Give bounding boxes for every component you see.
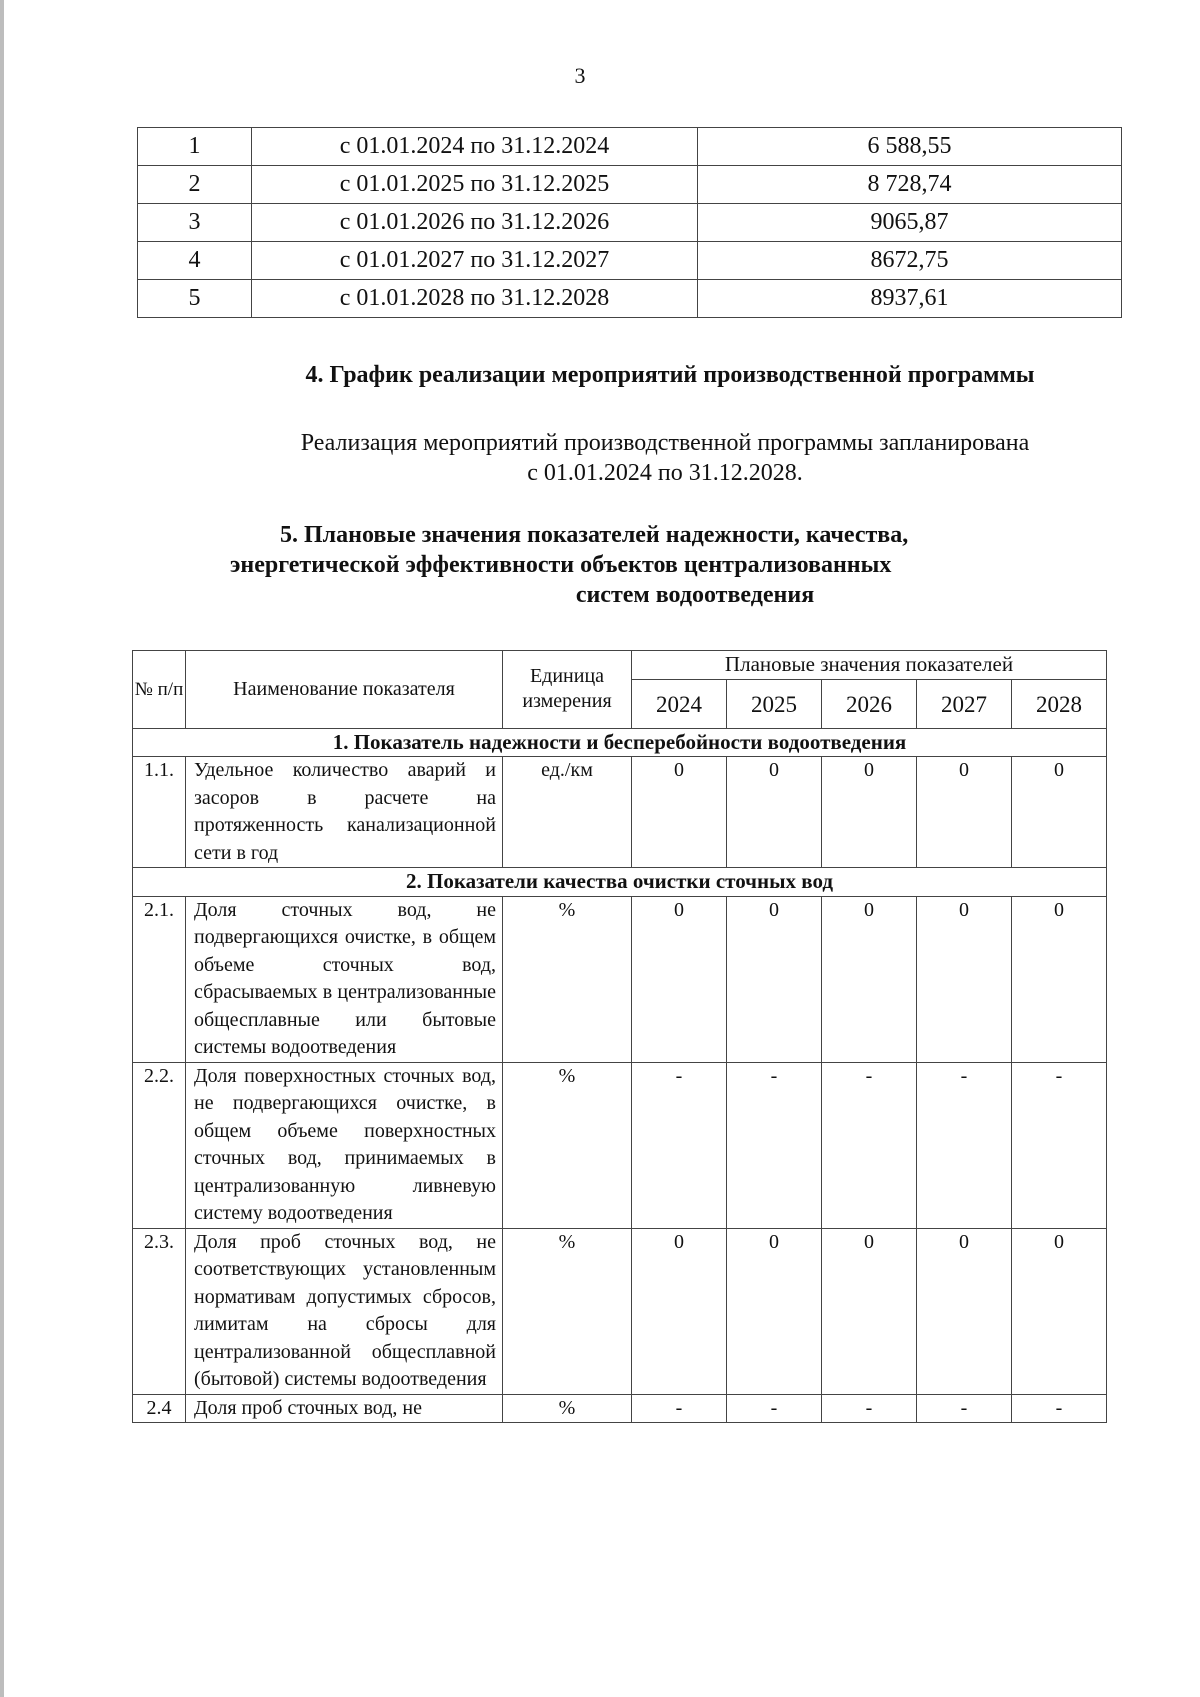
row-number: 2 (138, 166, 252, 204)
row-value: - (917, 1394, 1012, 1423)
row-value: 0 (1012, 757, 1107, 868)
row-value: - (1012, 1062, 1107, 1228)
period-cell: с 01.01.2024 по 31.12.2024 (252, 128, 698, 166)
row-value: 0 (917, 896, 1012, 1062)
row-name: Удельное количество аварий и засоров в расчете на протяженность канализационной сети в год (186, 757, 503, 868)
section-4-text-line2: с 01.01.2024 по 31.12.2028. (527, 460, 803, 486)
header-year: 2026 (822, 679, 917, 728)
table-row (133, 1228, 1107, 1394)
scan-edge (0, 0, 4, 1697)
header-year: 2025 (727, 679, 822, 728)
table-row (133, 757, 1107, 868)
header-num: № п/п (133, 651, 186, 729)
row-name: Доля проб сточных вод, не (186, 1394, 503, 1423)
tariff-table (137, 127, 1122, 318)
header-planned: Плановые значения показателей (632, 651, 1107, 680)
value-cell: 6 588,55 (698, 128, 1122, 166)
table-row (138, 280, 1122, 318)
row-number: 1 (138, 128, 252, 166)
row-value: - (822, 1394, 917, 1423)
row-name: Доля проб сточных вод, не соответствующих установленным нормативам допустимых сбросов, лимитам на сбросы для централизованной общесплавной (бытовой) системы водоотведения (186, 1228, 503, 1394)
section-5-heading-line2: энергетической эффективности объектов централизованных (230, 552, 892, 578)
row-value: 0 (632, 1228, 727, 1394)
row-value: 0 (917, 1228, 1012, 1394)
header-unit: Единица измерения (503, 651, 632, 729)
row-number: 5 (138, 280, 252, 318)
row-value: - (917, 1062, 1012, 1228)
row-name: Доля сточных вод, не подвергающихся очистке, в общем объеме сточных вод, сбрасываемых в централизованные общесплавные или бытовые системы водоотведения (186, 896, 503, 1062)
row-value: 0 (822, 1228, 917, 1394)
table-row (138, 242, 1122, 280)
row-unit: % (503, 1228, 632, 1394)
page-number: 3 (574, 63, 586, 88)
section-title: 1. Показатель надежности и бесперебойности водоотведения (133, 728, 1107, 757)
period-cell: с 01.01.2025 по 31.12.2025 (252, 166, 698, 204)
row-value: 0 (632, 757, 727, 868)
header-row (133, 651, 1107, 680)
row-value: - (632, 1062, 727, 1228)
value-cell: 8672,75 (698, 242, 1122, 280)
section-5-heading (230, 520, 1100, 610)
header-year: 2024 (632, 679, 727, 728)
section-4-text (230, 428, 1100, 488)
section-title: 2. Показатели качества очистки сточных вод (133, 868, 1107, 897)
value-cell: 9065,87 (698, 204, 1122, 242)
row-value: - (822, 1062, 917, 1228)
table-row (133, 1394, 1107, 1423)
row-value: 0 (727, 757, 822, 868)
row-number: 3 (138, 204, 252, 242)
section-5-heading-line1: 5. Плановые значения показателей надежности, качества, (280, 522, 909, 548)
table-row (138, 128, 1122, 166)
section-row (133, 728, 1107, 757)
row-num: 2.3. (133, 1228, 186, 1394)
row-num: 2.4 (133, 1394, 186, 1423)
section-4-text-line1: Реализация мероприятий производственной программы запланирована (300, 430, 1030, 456)
table-row (138, 166, 1122, 204)
section-row (133, 868, 1107, 897)
table-row (138, 204, 1122, 242)
table-row (133, 896, 1107, 1062)
row-value: - (632, 1394, 727, 1423)
row-unit: % (503, 896, 632, 1062)
row-value: 0 (1012, 896, 1107, 1062)
row-unit: ед./км (503, 757, 632, 868)
row-num: 2.1. (133, 896, 186, 1062)
period-cell: с 01.01.2028 по 31.12.2028 (252, 280, 698, 318)
row-value: 0 (822, 757, 917, 868)
row-unit: % (503, 1062, 632, 1228)
indicators-table (132, 650, 1107, 1423)
header-year: 2027 (917, 679, 1012, 728)
row-num: 1.1. (133, 757, 186, 868)
row-name: Доля поверхностных сточных вод, не подвергающихся очистке, в общем объеме поверхностных сточных вод, принимаемых в централизованную ливневую систему водоотведения (186, 1062, 503, 1228)
row-value: - (727, 1394, 822, 1423)
table-row (133, 1062, 1107, 1228)
value-cell: 8 728,74 (698, 166, 1122, 204)
period-cell: с 01.01.2027 по 31.12.2027 (252, 242, 698, 280)
row-value: 0 (822, 896, 917, 1062)
section-5-heading-line3: систем водоотведения (575, 582, 815, 608)
row-value: 0 (1012, 1228, 1107, 1394)
row-number: 4 (138, 242, 252, 280)
row-value: 0 (727, 896, 822, 1062)
row-num: 2.2. (133, 1062, 186, 1228)
value-cell: 8937,61 (698, 280, 1122, 318)
period-cell: с 01.01.2026 по 31.12.2026 (252, 204, 698, 242)
section-4-heading: 4. График реализации мероприятий производственной программы (305, 362, 1035, 388)
row-value: 0 (632, 896, 727, 1062)
row-unit: % (503, 1394, 632, 1423)
row-value: 0 (727, 1228, 822, 1394)
row-value: 0 (917, 757, 1012, 868)
row-value: - (1012, 1394, 1107, 1423)
row-value: - (727, 1062, 822, 1228)
header-year: 2028 (1012, 679, 1107, 728)
header-name: Наименование показателя (186, 651, 503, 729)
